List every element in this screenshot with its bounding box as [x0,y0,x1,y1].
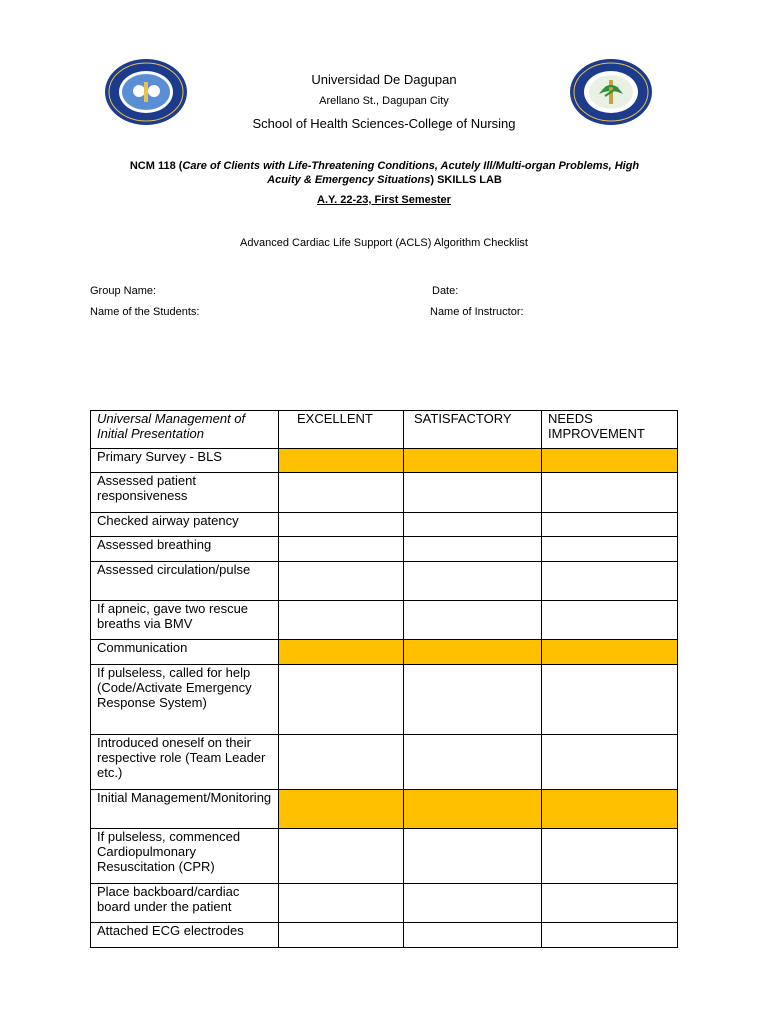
rating-needs-improvement-cell[interactable] [542,884,678,923]
table-row [91,562,678,601]
rating-needs-improvement-cell[interactable] [542,473,678,513]
criterion-label: If apneic, gave two rescue breaths via BMV [91,601,279,640]
course-description: Care of Clients with Life-Threatening Conditions, Acutely Ill/Multi-organ Problems, High Acuity & Emergency Situations [182,160,640,186]
rating-excellent-cell[interactable] [279,640,404,665]
criterion-label: Assessed breathing [91,537,279,562]
rating-needs-improvement-cell[interactable] [542,790,678,829]
table-row [91,923,678,948]
criterion-label: If pulseless, called for help (Code/Activate Emergency Response System) [91,665,279,735]
rating-excellent-cell[interactable] [279,537,404,562]
rating-satisfactory-cell[interactable] [404,601,542,640]
university-address: Arellano St., Dagupan City [319,95,449,107]
rating-satisfactory-cell[interactable] [404,449,542,473]
table-row [91,601,678,640]
rating-needs-improvement-cell[interactable] [542,513,678,537]
criterion-label: Introduced oneself on their respective role (Team Leader etc.) [91,735,279,790]
table-row [91,829,678,884]
course-code: NCM 118 ( [129,160,183,172]
rating-excellent-cell[interactable] [279,562,404,601]
criterion-label: If pulseless, commenced Cardiopulmonary Resuscitation (CPR) [91,829,279,884]
table-row [91,513,678,537]
column-header-item: Universal Management of Initial Presentation [91,411,279,449]
column-header-excellent: EXCELLENT [279,411,404,449]
rating-excellent-cell[interactable] [279,473,404,513]
section-label: Communication [91,640,279,665]
section-label: Initial Management/Monitoring [91,790,279,829]
instructor-label: Name of Instructor: [430,306,524,318]
academic-year: A.Y. 22-23, First Semester [317,194,451,206]
table-row [91,884,678,923]
rating-satisfactory-cell[interactable] [404,829,542,884]
rating-satisfactory-cell[interactable] [404,923,542,948]
rating-needs-improvement-cell[interactable] [542,735,678,790]
section-row [91,790,678,829]
criterion-label: Assessed circulation/pulse [91,562,279,601]
table-row [91,665,678,735]
university-name: Universidad De Dagupan [311,72,457,87]
rating-excellent-cell[interactable] [279,601,404,640]
school-name: School of Health Sciences-College of Nursing [252,116,516,131]
rating-satisfactory-cell[interactable] [404,513,542,537]
course-suffix: ) SKILLS LAB [430,174,502,186]
rating-satisfactory-cell[interactable] [404,537,542,562]
rating-excellent-cell[interactable] [279,923,404,948]
course-title [112,159,657,187]
rating-excellent-cell[interactable] [279,449,404,473]
table-row [91,537,678,562]
section-row [91,449,678,473]
date-label: Date: [432,285,459,297]
rating-needs-improvement-cell[interactable] [542,562,678,601]
rating-needs-improvement-cell[interactable] [542,923,678,948]
section-row [91,640,678,665]
rating-excellent-cell[interactable] [279,884,404,923]
rating-satisfactory-cell[interactable] [404,735,542,790]
students-label: Name of the Students: [90,306,200,318]
checklist-table [90,410,678,948]
rating-needs-improvement-cell[interactable] [542,829,678,884]
rating-satisfactory-cell[interactable] [404,562,542,601]
rating-excellent-cell[interactable] [279,513,404,537]
checklist-title: Advanced Cardiac Life Support (ACLS) Algorithm Checklist [240,237,528,249]
rating-excellent-cell[interactable] [279,665,404,735]
rating-needs-improvement-cell[interactable] [542,665,678,735]
criterion-label: Place backboard/cardiac board under the patient [91,884,279,923]
rating-needs-improvement-cell[interactable] [542,601,678,640]
table-header-row [91,411,678,449]
column-header-satisfactory: SATISFACTORY [404,411,542,449]
rating-needs-improvement-cell[interactable] [542,449,678,473]
table-row [91,473,678,513]
table-row [91,735,678,790]
criterion-label: Assessed patient responsiveness [91,473,279,513]
rating-satisfactory-cell[interactable] [404,884,542,923]
criterion-label: Attached ECG electrodes [91,923,279,948]
rating-satisfactory-cell[interactable] [404,640,542,665]
criterion-label: Checked airway patency [91,513,279,537]
rating-needs-improvement-cell[interactable] [542,640,678,665]
rating-excellent-cell[interactable] [279,829,404,884]
rating-satisfactory-cell[interactable] [404,473,542,513]
section-label: Primary Survey - BLS [91,449,279,473]
rating-satisfactory-cell[interactable] [404,790,542,829]
rating-satisfactory-cell[interactable] [404,665,542,735]
rating-needs-improvement-cell[interactable] [542,537,678,562]
rating-excellent-cell[interactable] [279,790,404,829]
rating-excellent-cell[interactable] [279,735,404,790]
column-header-needs-improvement: NEEDS IMPROVEMENT [542,411,678,449]
group-name-label: Group Name: [90,285,157,297]
